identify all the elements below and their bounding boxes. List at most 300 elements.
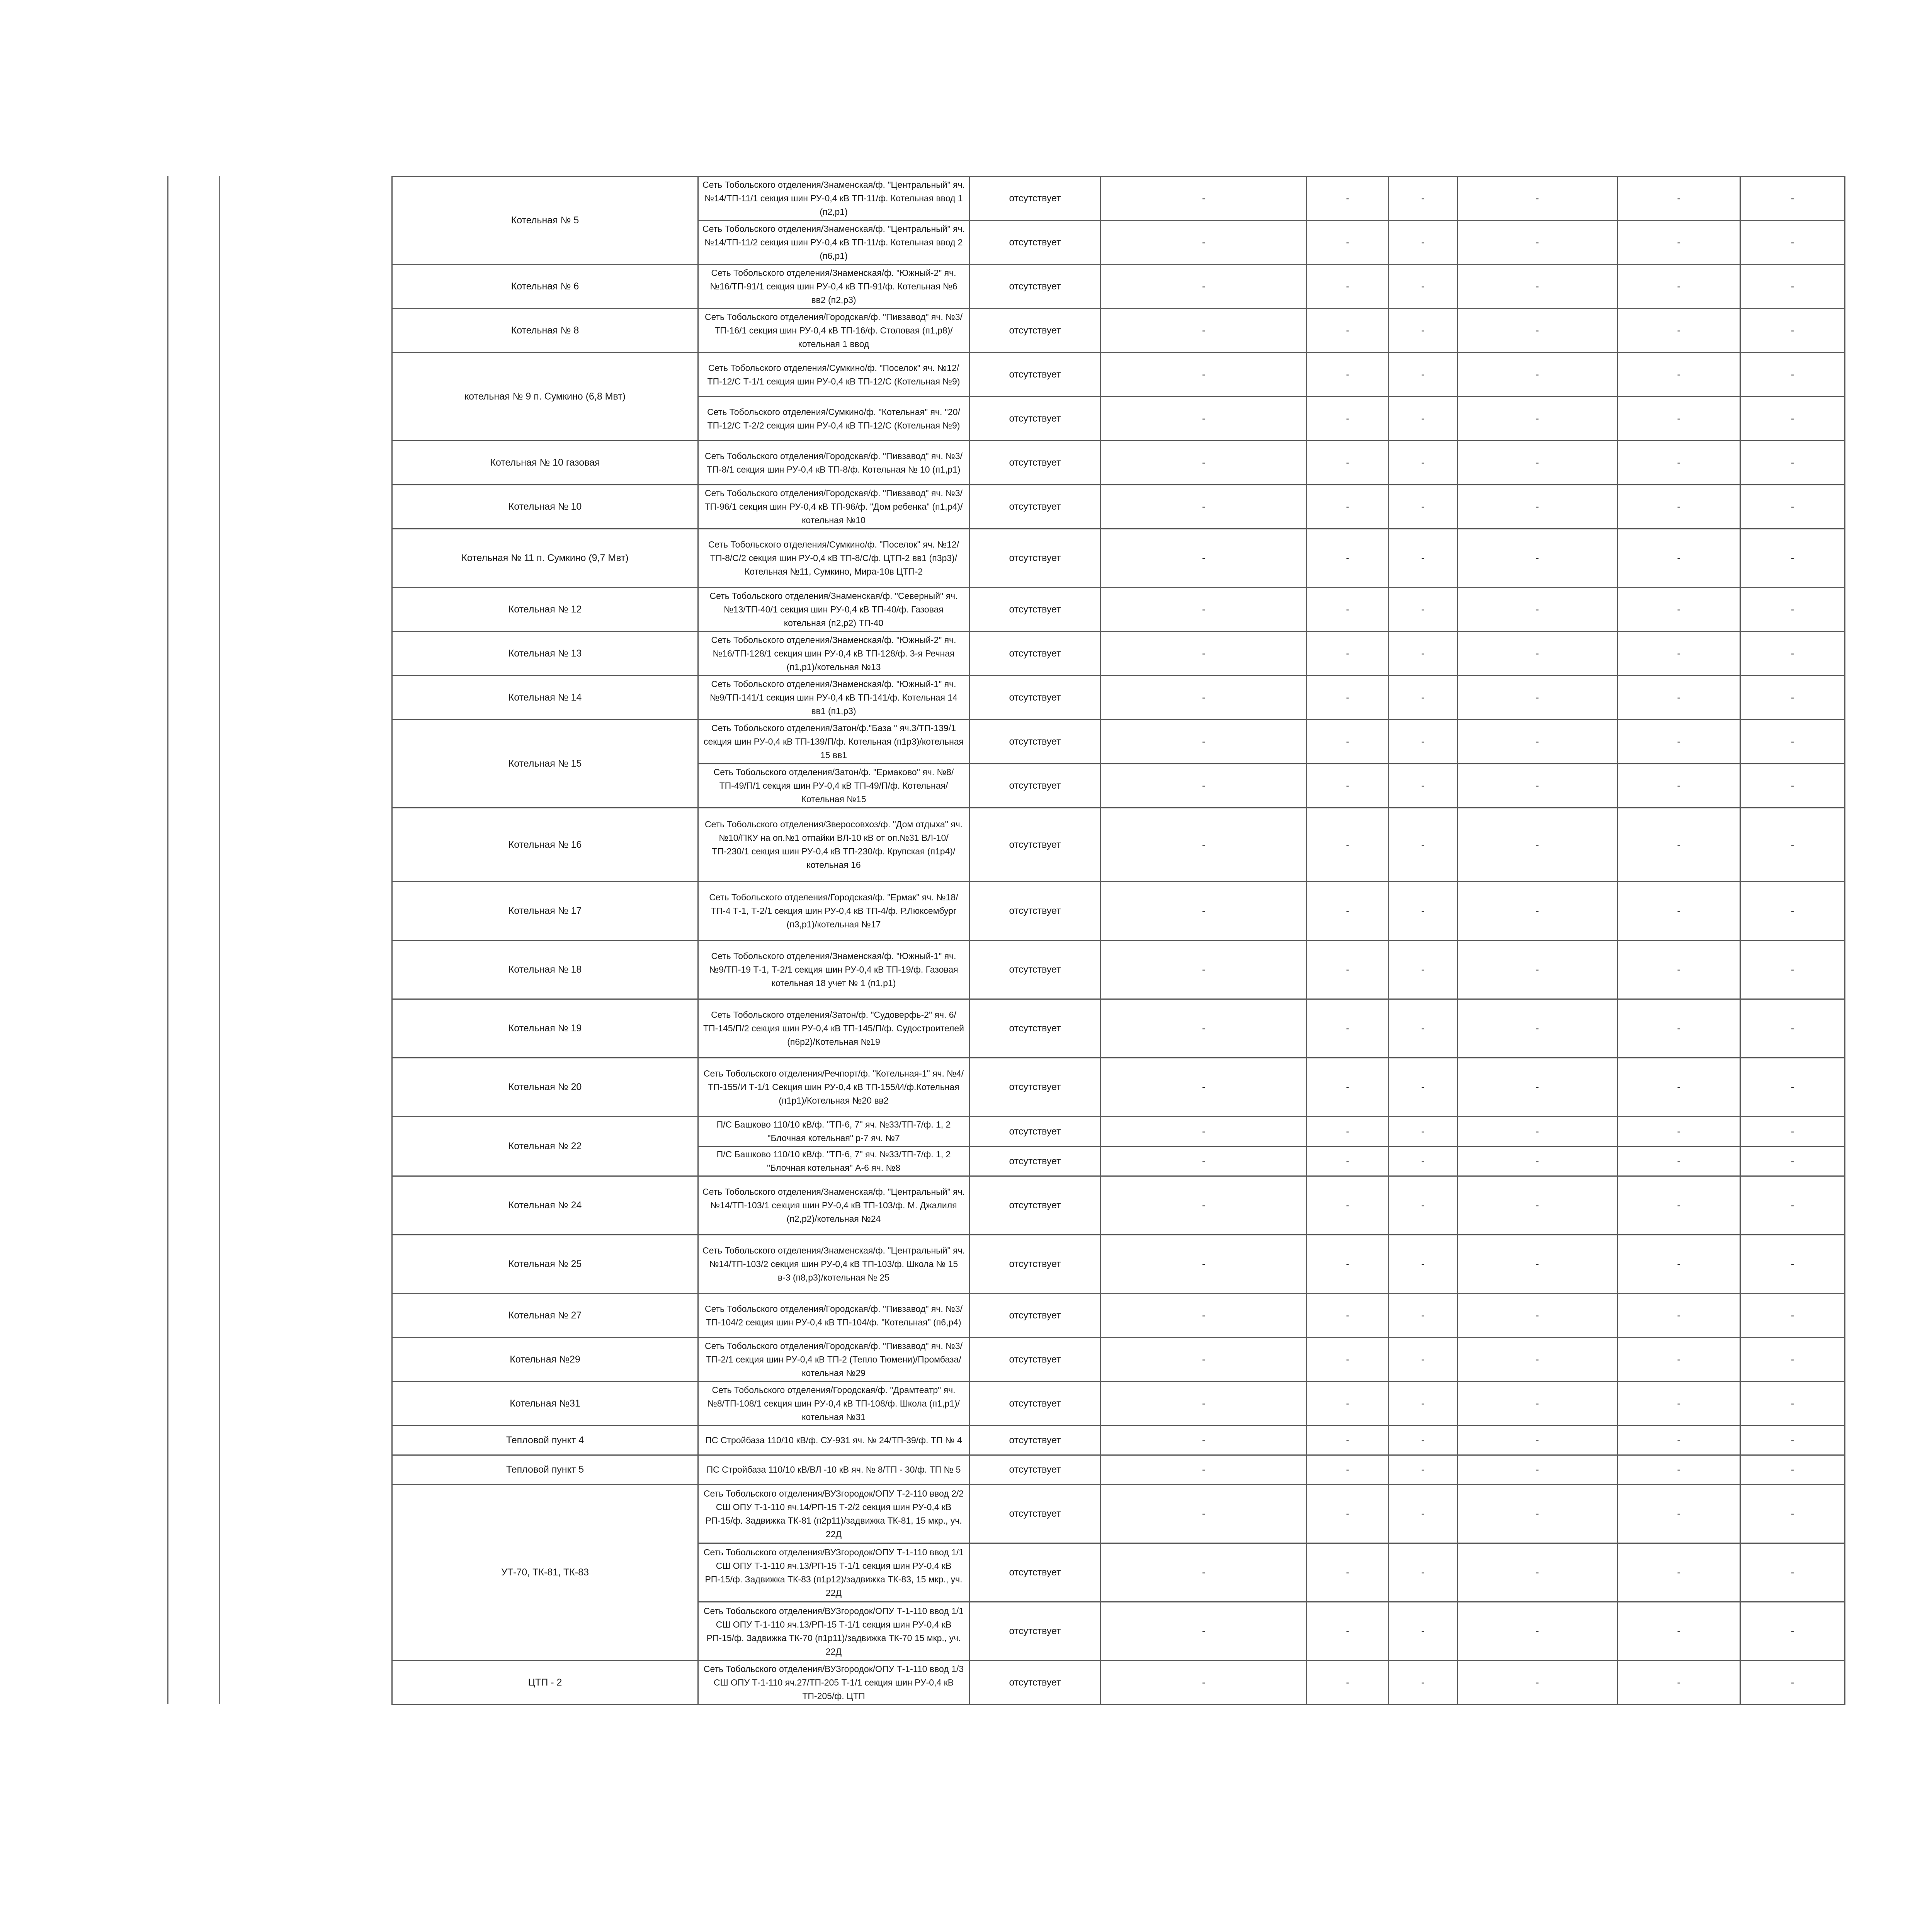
dash-cell: - xyxy=(1101,177,1307,221)
dash-cell: - xyxy=(1101,1235,1307,1294)
dash-cell: - xyxy=(1389,941,1458,999)
dash-cell: - xyxy=(1740,1338,1845,1382)
dash-cell: - xyxy=(1740,1426,1845,1455)
dash-cell: - xyxy=(1617,1058,1740,1117)
status-cell: отсутствует xyxy=(969,485,1101,529)
dash-cell: - xyxy=(1101,676,1307,720)
dash-cell: - xyxy=(1617,1661,1740,1705)
dash-cell: - xyxy=(1617,485,1740,529)
dash-cell: - xyxy=(1389,764,1458,808)
dash-cell: - xyxy=(1740,1602,1845,1661)
feeder-cell: Сеть Тобольского отделения/Зверосовхоз/ф. "Дом отдыха" яч. №10/ПКУ на оп.№1 отпайки ВЛ-10 кВ от оп.№31 ВЛ-10/ТП-230/1 секция шин РУ-0,4 кВ ТП-230/ф. Крупская (п1р4)/котельная 16 xyxy=(698,808,969,882)
dash-cell: - xyxy=(1101,1294,1307,1338)
dash-cell: - xyxy=(1617,309,1740,353)
dash-cell: - xyxy=(1389,353,1458,397)
status-cell: отсутствует xyxy=(969,808,1101,882)
dash-cell: - xyxy=(1101,764,1307,808)
feeder-cell: Сеть Тобольского отделения/Знаменская/ф. "Южный-1" яч. №9/ТП-19 Т-1, Т-2/1 секция шин РУ-0,4 кВ ТП-19/ф. Газовая котельная 18 учет № 1 (п1,р1) xyxy=(698,941,969,999)
dash-cell: - xyxy=(1617,1338,1740,1382)
dash-cell: - xyxy=(1101,632,1307,676)
table-row xyxy=(392,720,1845,764)
dash-cell: - xyxy=(1101,1543,1307,1602)
dash-cell: - xyxy=(1740,1235,1845,1294)
dash-cell: - xyxy=(1740,1146,1845,1176)
object-name-cell: Котельная №29 xyxy=(392,1338,698,1382)
dash-cell: - xyxy=(1101,397,1307,441)
table-row xyxy=(392,632,1845,676)
feeder-cell: Сеть Тобольского отделения/Знаменская/ф. "Центральный" яч. №14/ТП-103/2 секция шин РУ-0,4 кВ ТП-103/ф. Школа № 15 в-3 (п8,р3)/котельная № 25 xyxy=(698,1235,969,1294)
dash-cell: - xyxy=(1617,1455,1740,1485)
dash-cell: - xyxy=(1740,632,1845,676)
dash-cell: - xyxy=(1101,441,1307,485)
dash-cell: - xyxy=(1307,1426,1389,1455)
dash-cell: - xyxy=(1307,1543,1389,1602)
dash-cell: - xyxy=(1307,882,1389,941)
dash-cell: - xyxy=(1740,1382,1845,1426)
object-name-cell: Котельная № 16 xyxy=(392,808,698,882)
dash-cell: - xyxy=(1101,1455,1307,1485)
status-cell: отсутствует xyxy=(969,529,1101,588)
object-name-cell: котельная № 9 п. Сумкино (6,8 Мвт) xyxy=(392,353,698,441)
dash-cell: - xyxy=(1458,1485,1617,1543)
object-name-cell: Котельная № 18 xyxy=(392,941,698,999)
dash-cell: - xyxy=(1617,353,1740,397)
table-row xyxy=(392,1117,1845,1146)
status-cell: отсутствует xyxy=(969,177,1101,221)
feeder-cell: Сеть Тобольского отделения/Городская/ф. "Ермак" яч. №18/ТП-4 Т-1, Т-2/1 секция шин РУ-0,4 кВ ТП-4/ф. Р.Люксембург (п3,р1)/котельная №17 xyxy=(698,882,969,941)
feeder-cell: Сеть Тобольского отделения/Сумкино/ф. "Поселок" яч. №12/ТП-12/С Т-1/1 секция шин РУ-0,4 кВ ТП-12/С (Котельная №9) xyxy=(698,353,969,397)
dash-cell: - xyxy=(1740,485,1845,529)
dash-cell: - xyxy=(1740,1661,1845,1705)
status-cell: отсутствует xyxy=(969,1602,1101,1661)
dash-cell: - xyxy=(1307,1602,1389,1661)
feeder-cell: П/С Башково 110/10 кВ/ф. "ТП-6, 7" яч. №33/ТП-7/ф. 1, 2 "Блочная котельная" р-7 яч. №7 xyxy=(698,1117,969,1146)
dash-cell: - xyxy=(1458,485,1617,529)
table-row xyxy=(392,1338,1845,1382)
dash-cell: - xyxy=(1740,529,1845,588)
dash-cell: - xyxy=(1458,808,1617,882)
status-cell: отсутствует xyxy=(969,265,1101,309)
feeder-cell: Сеть Тобольского отделения/Городская/ф. "Пивзавод" яч. №3/ТП-2/1 секция шин РУ-0,4 кВ ТП-2 (Тепло Тюмени)/Промбаза/котельная №29 xyxy=(698,1338,969,1382)
dash-cell: - xyxy=(1617,1485,1740,1543)
dash-cell: - xyxy=(1389,1146,1458,1176)
feeder-cell: Сеть Тобольского отделения/Городская/ф. "Пивзавод" яч. №3/ТП-8/1 секция шин РУ-0,4 кВ ТП-8/ф. Котельная № 10 (п1,р1) xyxy=(698,441,969,485)
dash-cell: - xyxy=(1617,1382,1740,1426)
feeder-cell: Сеть Тобольского отделения/ВУЗгородок/ОПУ Т-1-110 ввод 1/3 СШ ОПУ Т-1-110 яч.27/ТП-205 Т-1/1 секция шин РУ-0,4 кВ ТП-205/ф. ЦТП xyxy=(698,1661,969,1705)
dash-cell: - xyxy=(1307,529,1389,588)
dash-cell: - xyxy=(1307,1176,1389,1235)
dash-cell: - xyxy=(1389,632,1458,676)
feeder-cell: Сеть Тобольского отделения/Знаменская/ф. "Северный" яч. №13/ТП-40/1 секция шин РУ-0,4 кВ ТП-40/ф. Газовая котельная (п2,р2) ТП-40 xyxy=(698,588,969,632)
object-name-cell: Котельная № 10 xyxy=(392,485,698,529)
dash-cell: - xyxy=(1389,882,1458,941)
object-name-cell: Котельная № 24 xyxy=(392,1176,698,1235)
dash-cell: - xyxy=(1617,720,1740,764)
dash-cell: - xyxy=(1458,265,1617,309)
dash-cell: - xyxy=(1458,1294,1617,1338)
dash-cell: - xyxy=(1617,941,1740,999)
dash-cell: - xyxy=(1617,441,1740,485)
dash-cell: - xyxy=(1307,676,1389,720)
dash-cell: - xyxy=(1617,676,1740,720)
dash-cell: - xyxy=(1101,1117,1307,1146)
dash-cell: - xyxy=(1307,221,1389,265)
feeder-cell: Сеть Тобольского отделения/ВУЗгородок/ОПУ Т-1-110 ввод 1/1 СШ ОПУ Т-1-110 яч.13/РП-15 Т-1/1 секция шин РУ-0,4 кВ РП-15/ф. Задвижка ТК-83 (п1р12)/задвижка ТК-83, 15 мкр., уч. 22Д xyxy=(698,1543,969,1602)
table-row xyxy=(392,1426,1845,1455)
dash-cell: - xyxy=(1617,221,1740,265)
object-name-cell: Котельная № 17 xyxy=(392,882,698,941)
status-cell: отсутствует xyxy=(969,1235,1101,1294)
dash-cell: - xyxy=(1458,177,1617,221)
object-name-cell: Котельная № 12 xyxy=(392,588,698,632)
dash-cell: - xyxy=(1740,588,1845,632)
dash-cell: - xyxy=(1617,999,1740,1058)
dash-cell: - xyxy=(1617,1117,1740,1146)
dash-cell: - xyxy=(1101,221,1307,265)
feeder-cell: Сеть Тобольского отделения/Затон/ф."База " яч.3/ТП-139/1 секция шин РУ-0,4 кВ ТП-139/П/ф. Котельная (п1р3)/котельная 15 вв1 xyxy=(698,720,969,764)
status-cell: отсутствует xyxy=(969,397,1101,441)
status-cell: отсутствует xyxy=(969,720,1101,764)
table-row xyxy=(392,941,1845,999)
dash-cell: - xyxy=(1307,764,1389,808)
table-row xyxy=(392,676,1845,720)
dash-cell: - xyxy=(1617,265,1740,309)
dash-cell: - xyxy=(1740,265,1845,309)
dash-cell: - xyxy=(1458,632,1617,676)
dash-cell: - xyxy=(1101,1661,1307,1705)
object-name-cell: Котельная № 22 xyxy=(392,1117,698,1176)
dash-cell: - xyxy=(1389,441,1458,485)
dash-cell: - xyxy=(1307,941,1389,999)
dash-cell: - xyxy=(1617,808,1740,882)
dash-cell: - xyxy=(1458,1543,1617,1602)
table-row xyxy=(392,1661,1845,1705)
status-cell: отсутствует xyxy=(969,1485,1101,1543)
status-cell: отсутствует xyxy=(969,441,1101,485)
table-row xyxy=(392,1294,1845,1338)
feeder-cell: Сеть Тобольского отделения/Знаменская/ф. "Южный-1" яч. №9/ТП-141/1 секция шин РУ-0,4 кВ ТП-141/ф. Котельная 14 вв1 (п1,р3) xyxy=(698,676,969,720)
status-cell: отсутствует xyxy=(969,1294,1101,1338)
dash-cell: - xyxy=(1389,999,1458,1058)
table-row xyxy=(392,1485,1845,1543)
table-row xyxy=(392,529,1845,588)
object-name-cell: ЦТП - 2 xyxy=(392,1661,698,1705)
dash-cell: - xyxy=(1617,1426,1740,1455)
dash-cell: - xyxy=(1458,1176,1617,1235)
dash-cell: - xyxy=(1740,353,1845,397)
status-cell: отсутствует xyxy=(969,588,1101,632)
dash-cell: - xyxy=(1389,485,1458,529)
dash-cell: - xyxy=(1307,309,1389,353)
dash-cell: - xyxy=(1740,676,1845,720)
table-row xyxy=(392,353,1845,397)
dash-cell: - xyxy=(1458,676,1617,720)
dash-cell: - xyxy=(1617,632,1740,676)
status-cell: отсутствует xyxy=(969,1058,1101,1117)
dash-cell: - xyxy=(1740,720,1845,764)
status-cell: отсутствует xyxy=(969,999,1101,1058)
status-cell: отсутствует xyxy=(969,1543,1101,1602)
feeder-cell: Сеть Тобольского отделения/Знаменская/ф. "Южный-2" яч. №16/ТП-128/1 секция шин РУ-0,4 кВ ТП-128/ф. 3-я Речная (п1,р1)/котельная №13 xyxy=(698,632,969,676)
feeder-cell: Сеть Тобольского отделения/Знаменская/ф. "Центральный" яч. №14/ТП-11/2 секция шин РУ-0,4 кВ ТП-11/ф. Котельная ввод 2 (п6,р1) xyxy=(698,221,969,265)
dash-cell: - xyxy=(1617,1146,1740,1176)
dash-cell: - xyxy=(1389,1602,1458,1661)
dash-cell: - xyxy=(1307,485,1389,529)
status-cell: отсутствует xyxy=(969,676,1101,720)
dash-cell: - xyxy=(1389,1426,1458,1455)
dash-cell: - xyxy=(1617,1602,1740,1661)
dash-cell: - xyxy=(1307,720,1389,764)
dash-cell: - xyxy=(1307,1455,1389,1485)
dash-cell: - xyxy=(1740,1176,1845,1235)
feeder-cell: Сеть Тобольского отделения/Затон/ф. "Судоверфь-2" яч. 6/ТП-145/П/2 секция шин РУ-0,4 кВ ТП-145/П/ф. Судостроителей (п6р2)/Котельная №19 xyxy=(698,999,969,1058)
object-name-cell: Котельная № 25 xyxy=(392,1235,698,1294)
table-body xyxy=(392,177,1845,1705)
dash-cell: - xyxy=(1458,1146,1617,1176)
table-row xyxy=(392,309,1845,353)
dash-cell: - xyxy=(1307,1661,1389,1705)
dash-cell: - xyxy=(1740,941,1845,999)
status-cell: отсутствует xyxy=(969,764,1101,808)
dash-cell: - xyxy=(1389,1485,1458,1543)
feeder-cell: Сеть Тобольского отделения/Затон/ф. "Ермаково" яч. №8/ТП-49/П/1 секция шин РУ-0,4 кВ ТП-49/П/ф. Котельная/Котельная №15 xyxy=(698,764,969,808)
dash-cell: - xyxy=(1307,1382,1389,1426)
dash-cell: - xyxy=(1617,1235,1740,1294)
dash-cell: - xyxy=(1458,441,1617,485)
dash-cell: - xyxy=(1458,397,1617,441)
dash-cell: - xyxy=(1101,941,1307,999)
dash-cell: - xyxy=(1307,397,1389,441)
feeder-cell: Сеть Тобольского отделения/ВУЗгородок/ОПУ Т-2-110 ввод 2/2 СШ ОПУ Т-1-110 яч.14/РП-15 Т-2/2 секция шин РУ-0,4 кВ РП-15/ф. Задвижка ТК-81 (п2р11)/задвижка ТК-81, 15 мкр., уч. 22Д xyxy=(698,1485,969,1543)
status-cell: отсутствует xyxy=(969,632,1101,676)
table-row xyxy=(392,1382,1845,1426)
object-name-cell: Котельная № 10 газовая xyxy=(392,441,698,485)
table-row xyxy=(392,588,1845,632)
status-cell: отсутствует xyxy=(969,1338,1101,1382)
object-name-cell: Котельная № 14 xyxy=(392,676,698,720)
dash-cell: - xyxy=(1389,177,1458,221)
dash-cell: - xyxy=(1740,1455,1845,1485)
dash-cell: - xyxy=(1740,1485,1845,1543)
object-name-cell: Котельная №31 xyxy=(392,1382,698,1426)
dash-cell: - xyxy=(1617,882,1740,941)
dash-cell: - xyxy=(1101,999,1307,1058)
object-name-cell: Тепловой пункт 4 xyxy=(392,1426,698,1455)
status-cell: отсутствует xyxy=(969,353,1101,397)
dash-cell: - xyxy=(1617,1543,1740,1602)
dash-cell: - xyxy=(1389,221,1458,265)
dash-cell: - xyxy=(1740,999,1845,1058)
table-row xyxy=(392,265,1845,309)
status-cell: отсутствует xyxy=(969,1661,1101,1705)
object-name-cell: Котельная № 15 xyxy=(392,720,698,808)
dash-cell: - xyxy=(1101,485,1307,529)
margin-rule-left xyxy=(167,176,168,1704)
dash-cell: - xyxy=(1458,1426,1617,1455)
dash-cell: - xyxy=(1389,1382,1458,1426)
object-name-cell: Котельная № 8 xyxy=(392,309,698,353)
dash-cell: - xyxy=(1389,529,1458,588)
dash-cell: - xyxy=(1458,588,1617,632)
dash-cell: - xyxy=(1458,1338,1617,1382)
dash-cell: - xyxy=(1740,1117,1845,1146)
dash-cell: - xyxy=(1307,632,1389,676)
status-cell: отсутствует xyxy=(969,1117,1101,1146)
dash-cell: - xyxy=(1617,177,1740,221)
object-name-cell: Котельная № 27 xyxy=(392,1294,698,1338)
dash-cell: - xyxy=(1617,397,1740,441)
object-name-cell: Тепловой пункт 5 xyxy=(392,1455,698,1485)
dash-cell: - xyxy=(1101,588,1307,632)
dash-cell: - xyxy=(1101,1058,1307,1117)
dash-cell: - xyxy=(1307,1235,1389,1294)
dash-cell: - xyxy=(1101,1426,1307,1455)
dash-cell: - xyxy=(1458,1602,1617,1661)
dash-cell: - xyxy=(1740,1543,1845,1602)
dash-cell: - xyxy=(1389,1455,1458,1485)
dash-cell: - xyxy=(1458,529,1617,588)
dash-cell: - xyxy=(1458,221,1617,265)
dash-cell: - xyxy=(1740,1294,1845,1338)
dash-cell: - xyxy=(1389,1117,1458,1146)
dash-cell: - xyxy=(1101,353,1307,397)
dash-cell: - xyxy=(1389,1058,1458,1117)
dash-cell: - xyxy=(1307,441,1389,485)
dash-cell: - xyxy=(1740,309,1845,353)
dash-cell: - xyxy=(1740,1058,1845,1117)
dash-cell: - xyxy=(1307,1146,1389,1176)
dash-cell: - xyxy=(1389,397,1458,441)
dash-cell: - xyxy=(1307,1338,1389,1382)
dash-cell: - xyxy=(1389,1543,1458,1602)
dash-cell: - xyxy=(1458,764,1617,808)
status-cell: отсутствует xyxy=(969,882,1101,941)
dash-cell: - xyxy=(1389,309,1458,353)
dash-cell: - xyxy=(1101,808,1307,882)
dash-cell: - xyxy=(1389,1338,1458,1382)
dash-cell: - xyxy=(1389,676,1458,720)
table-row xyxy=(392,999,1845,1058)
table-row xyxy=(392,1235,1845,1294)
dash-cell: - xyxy=(1617,588,1740,632)
object-name-cell: Котельная № 20 xyxy=(392,1058,698,1117)
dash-cell: - xyxy=(1101,309,1307,353)
dash-cell: - xyxy=(1307,588,1389,632)
dash-cell: - xyxy=(1101,1602,1307,1661)
status-cell: отсутствует xyxy=(969,1426,1101,1455)
dash-cell: - xyxy=(1740,808,1845,882)
feeder-cell: Сеть Тобольского отделения/Сумкино/ф. "Котельная" яч. "20/ТП-12/С Т-2/2 секция шин РУ-0,4 кВ ТП-12/С (Котельная №9) xyxy=(698,397,969,441)
object-name-cell: Котельная № 19 xyxy=(392,999,698,1058)
object-name-cell: УТ-70, ТК-81, ТК-83 xyxy=(392,1485,698,1661)
dash-cell: - xyxy=(1740,397,1845,441)
status-cell: отсутствует xyxy=(969,309,1101,353)
feeder-cell: Сеть Тобольского отделения/Городская/ф. "Драмтеатр" яч. №8/ТП-108/1 секция шин РУ-0,4 кВ ТП-108/ф. Школа (п1,р1)/котельная №31 xyxy=(698,1382,969,1426)
dash-cell: - xyxy=(1740,177,1845,221)
table-row xyxy=(392,485,1845,529)
dash-cell: - xyxy=(1307,1485,1389,1543)
dash-cell: - xyxy=(1458,1117,1617,1146)
status-cell: отсутствует xyxy=(969,1382,1101,1426)
feeder-cell: Сеть Тобольского отделения/Речпорт/ф. "Котельная-1" яч. №4/ТП-155/И Т-1/1 Секция шин РУ-0,4 кВ ТП-155/И/ф.Котельная (п1р1)/Котельная №20 вв2 xyxy=(698,1058,969,1117)
status-cell: отсутствует xyxy=(969,1176,1101,1235)
dash-cell: - xyxy=(1458,309,1617,353)
dash-cell: - xyxy=(1101,1338,1307,1382)
dash-cell: - xyxy=(1458,1058,1617,1117)
table-row xyxy=(392,882,1845,941)
dash-cell: - xyxy=(1458,1661,1617,1705)
dash-cell: - xyxy=(1458,1235,1617,1294)
margin-rule-right xyxy=(219,176,220,1704)
dash-cell: - xyxy=(1389,808,1458,882)
dash-cell: - xyxy=(1389,1235,1458,1294)
dash-cell: - xyxy=(1740,221,1845,265)
dash-cell: - xyxy=(1458,1382,1617,1426)
status-cell: отсутствует xyxy=(969,941,1101,999)
dash-cell: - xyxy=(1458,1455,1617,1485)
status-cell: отсутствует xyxy=(969,1455,1101,1485)
table-row xyxy=(392,177,1845,221)
dash-cell: - xyxy=(1101,1146,1307,1176)
dash-cell: - xyxy=(1307,1117,1389,1146)
table-row xyxy=(392,1058,1845,1117)
dash-cell: - xyxy=(1389,588,1458,632)
feeder-cell: Сеть Тобольского отделения/Сумкино/ф. "Поселок" яч. №12/ТП-8/С/2 секция шин РУ-0,4 кВ ТП-8/С/ф. ЦТП-2 вв1 (п3р3)/Котельная №11, Сумкино, Мира-10в ЦТП-2 xyxy=(698,529,969,588)
table-row xyxy=(392,1455,1845,1485)
feeder-cell: Сеть Тобольского отделения/Знаменская/ф. "Центральный" яч. №14/ТП-103/1 секция шин РУ-0,4 кВ ТП-103/ф. М. Джалиля (п2,р2)/котельная №24 xyxy=(698,1176,969,1235)
dash-cell: - xyxy=(1740,441,1845,485)
dash-cell: - xyxy=(1389,1294,1458,1338)
dash-cell: - xyxy=(1389,1176,1458,1235)
dash-cell: - xyxy=(1307,1058,1389,1117)
dash-cell: - xyxy=(1307,808,1389,882)
dash-cell: - xyxy=(1307,177,1389,221)
dash-cell: - xyxy=(1101,529,1307,588)
status-cell: отсутствует xyxy=(969,1146,1101,1176)
object-name-cell: Котельная № 5 xyxy=(392,177,698,265)
dash-cell: - xyxy=(1458,999,1617,1058)
dash-cell: - xyxy=(1307,265,1389,309)
dash-cell: - xyxy=(1458,353,1617,397)
feeder-cell: Сеть Тобольского отделения/Знаменская/ф. "Центральный" яч. №14/ТП-11/1 секция шин РУ-0,4 кВ ТП-11/ф. Котельная ввод 1 (п2,р1) xyxy=(698,177,969,221)
dash-cell: - xyxy=(1458,882,1617,941)
dash-cell: - xyxy=(1617,1176,1740,1235)
dash-cell: - xyxy=(1101,720,1307,764)
feeder-cell: Сеть Тобольского отделения/ВУЗгородок/ОПУ Т-1-110 ввод 1/1 СШ ОПУ Т-1-110 яч.13/РП-15 Т-1/1 секция шин РУ-0,4 кВ РП-15/ф. Задвижка ТК-70 (п1р11)/задвижка ТК-70 15 мкр., уч. 22Д xyxy=(698,1602,969,1661)
power-supply-table xyxy=(391,176,1845,1705)
dash-cell: - xyxy=(1389,265,1458,309)
dash-cell: - xyxy=(1617,1294,1740,1338)
dash-cell: - xyxy=(1458,720,1617,764)
table-row xyxy=(392,808,1845,882)
dash-cell: - xyxy=(1307,999,1389,1058)
dash-cell: - xyxy=(1389,720,1458,764)
feeder-cell: ПС Стройбаза 110/10 кВ/ф. СУ-931 яч. № 24/ТП-39/ф. ТП № 4 xyxy=(698,1426,969,1455)
table-row xyxy=(392,441,1845,485)
feeder-cell: Сеть Тобольского отделения/Городская/ф. "Пивзавод" яч. №3/ТП-16/1 секция шин РУ-0,4 кВ ТП-16/ф. Столовая (п1,р8)/котельная 1 ввод xyxy=(698,309,969,353)
dash-cell: - xyxy=(1389,1661,1458,1705)
object-name-cell: Котельная № 6 xyxy=(392,265,698,309)
dash-cell: - xyxy=(1617,764,1740,808)
status-cell: отсутствует xyxy=(969,221,1101,265)
object-name-cell: Котельная № 11 п. Сумкино (9,7 Мвт) xyxy=(392,529,698,588)
feeder-cell: Сеть Тобольского отделения/Городская/ф. "Пивзавод" яч. №3/ТП-96/1 секция шин РУ-0,4 кВ ТП-96/ф. "Дом ребенка" (п1,р4)/котельная №10 xyxy=(698,485,969,529)
dash-cell: - xyxy=(1458,941,1617,999)
feeder-cell: ПС Стройбаза 110/10 кВ/ВЛ -10 кВ яч. № 8/ТП - 30/ф. ТП № 5 xyxy=(698,1455,969,1485)
feeder-cell: Сеть Тобольского отделения/Знаменская/ф. "Южный-2" яч. №16/ТП-91/1 секция шин РУ-0,4 кВ ТП-91/ф. Котельная №6 вв2 (п2,р3) xyxy=(698,265,969,309)
dash-cell: - xyxy=(1101,882,1307,941)
dash-cell: - xyxy=(1740,764,1845,808)
